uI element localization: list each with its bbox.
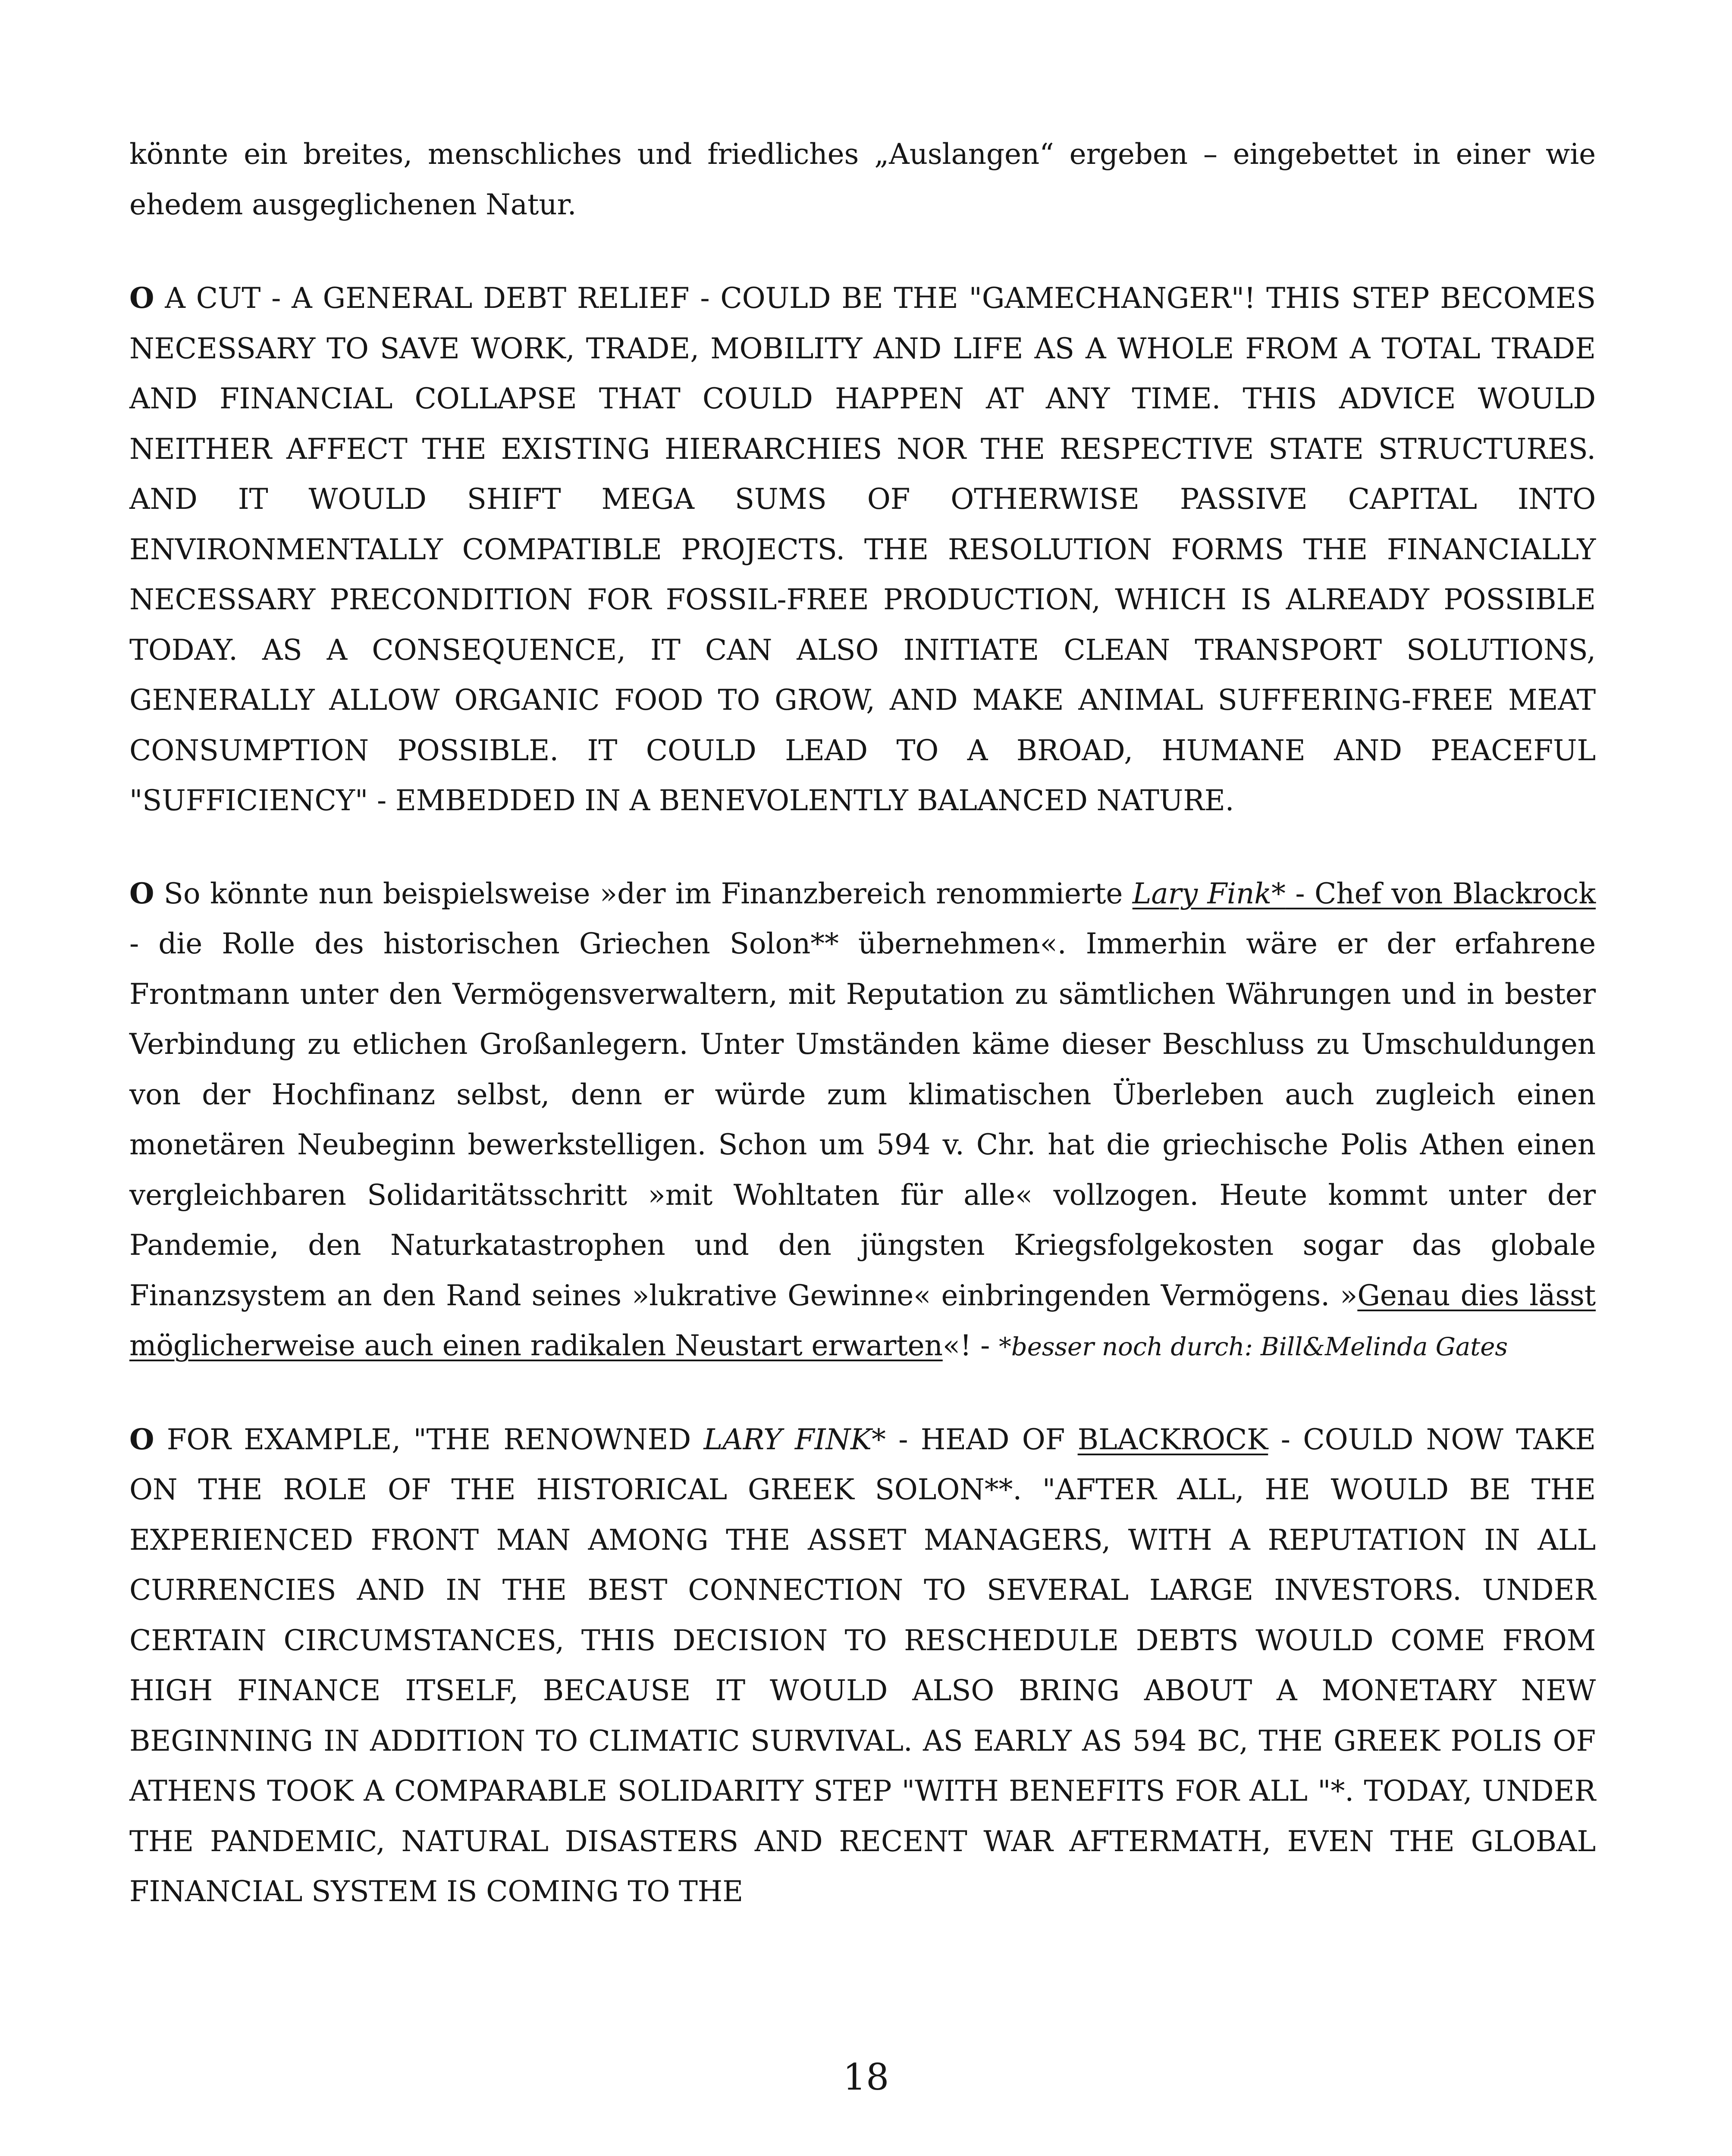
link-italic-name: Lary Fink* — [1132, 877, 1286, 910]
paragraph-german-lary-fink — [129, 868, 1596, 1372]
paragraph-text: - COULD NOW TAKE ON THE ROLE OF THE HISTORICAL GREEK SOLON**. "AFTER ALL, HE WOULD BE THE EXPERIENCED FRONT MAN AMONG THE ASSET MANAGERS, WITH A REPUTATION IN ALL CURRENCIES AND IN THE BEST CONNECTION TO SEVERAL LARGE INVESTORS. UNDER CERTAIN CIRCUMSTANCES, THIS DECISION TO RESCHEDULE DEBTS WOULD COME FROM HIGH FINANCE ITSELF, BECAUSE IT WOULD ALSO BRING ABOUT A MONETARY NEW BEGINNING IN ADDITION TO CLIMATIC SURVIVAL. AS EARLY AS 594 BC, THE GREEK POLIS OF ATHENS TOOK A COMPARABLE SOLIDARITY STEP "WITH BENEFITS FOR ALL "*. TODAY, UNDER THE PANDEMIC, NATURAL DISASTERS AND RECENT WAR AFTERMATH, EVEN THE GLOBAL FINANCIAL SYSTEM IS COMING TO THE — [129, 1423, 1596, 1908]
paragraph-text: So könnte nun beispielsweise »der im Finanzbereich renommierte — [154, 877, 1133, 910]
paragraph-text: FOR EXAMPLE, "THE RENOWNED — [154, 1423, 704, 1456]
link-blackrock[interactable]: BLACKROCK — [1077, 1423, 1268, 1456]
paragraph-text: - HEAD OF — [885, 1423, 1078, 1456]
link-neustart[interactable]: Genau dies lässt möglicherweise auch einen radikalen Neustart erwarten — [129, 1279, 1596, 1362]
bullet-marker: O — [129, 1422, 154, 1456]
document-page — [129, 129, 1596, 1959]
paragraph-english-debt-relief — [129, 273, 1596, 826]
paragraph-text: A CUT - A GENERAL DEBT RELIEF - COULD BE THE "GAMECHANGER"! THIS STEP BECOMES NECESSARY TO SAVE WORK, TRADE, MOBILITY AND LIFE AS A WHOLE FROM A TOTAL TRADE AND FINANCIAL COLLAPSE THAT COULD HAPPEN AT ANY TIME. THIS ADVICE WOULD NEITHER AFFECT THE EXISTING HIERARCHIES NOR THE RESPECTIVE STATE STRUCTURES. AND IT WOULD SHIFT MEGA SUMS OF OTHERWISE PASSIVE CAPITAL INTO ENVIRONMENTALLY COMPATIBLE PROJECTS. THE RESOLUTION FORMS THE FINANCIALLY NECESSARY PRECONDITION FOR FOSSIL-FREE PRODUCTION, WHICH IS ALREADY POSSIBLE TODAY. AS A CONSEQUENCE, IT CAN ALSO INITIATE CLEAN TRANSPORT SOLUTIONS, GENERALLY ALLOW ORGANIC FOOD TO GROW, AND MAKE ANIMAL SUFFERING-FREE MEAT CONSUMPTION POSSIBLE. IT COULD LEAD TO A BROAD, HUMANE AND PEACEFUL "SUFFICIENCY" - EMBEDDED IN A BENEVOLENTLY BALANCED NATURE. — [129, 282, 1596, 817]
link-lary-fink-blackrock[interactable] — [1133, 877, 1596, 910]
paragraph-text: - die Rolle des historischen Griechen Solon** übernehmen«. Immerhin wäre er der erfahrene Frontmann unter den Vermögensverwaltern, mit Reputation zu sämtlichen Währungen und in bester Verbindung zu etlichen Großanlegern. Unter Umständen käme dieser Beschluss zu Umschuldungen von der Hochfinanz selbst, denn er würde zum klimatischen Überleben auch zugleich einen monetären Neubeginn bewerkstelligen. Schon um 594 v. Chr. hat die griechische Polis Athen einen vergleichbaren Solidaritätsschritt »mit Wohltaten für alle« vollzogen. Heute kommt unter der Pandemie, den Naturkatastrophen und den jüngsten Kriegsfolgekosten sogar das globale Finanzsystem an den Rand seines »lukrative Gewinne« einbringenden Vermögens. » — [129, 927, 1596, 1312]
bullet-marker: O — [129, 281, 154, 315]
paragraph-continuation — [129, 129, 1596, 230]
paragraph-english-lary-fink — [129, 1414, 1596, 1917]
footnote-note: *besser noch durch: Bill&Melinda Gates — [998, 1332, 1508, 1361]
link-rest: - Chef von Blackrock — [1285, 877, 1596, 910]
bullet-marker: O — [129, 876, 154, 910]
page-number: 18 — [843, 2056, 889, 2098]
paragraph-text: könnte ein breites, menschliches und friedliches „Auslangen“ ergeben – eingebettet in einer wie ehedem ausgeglichenen Natur. — [129, 138, 1596, 221]
paragraph-text: «! - — [942, 1329, 999, 1362]
italic-name: LARY FINK* — [703, 1423, 886, 1456]
